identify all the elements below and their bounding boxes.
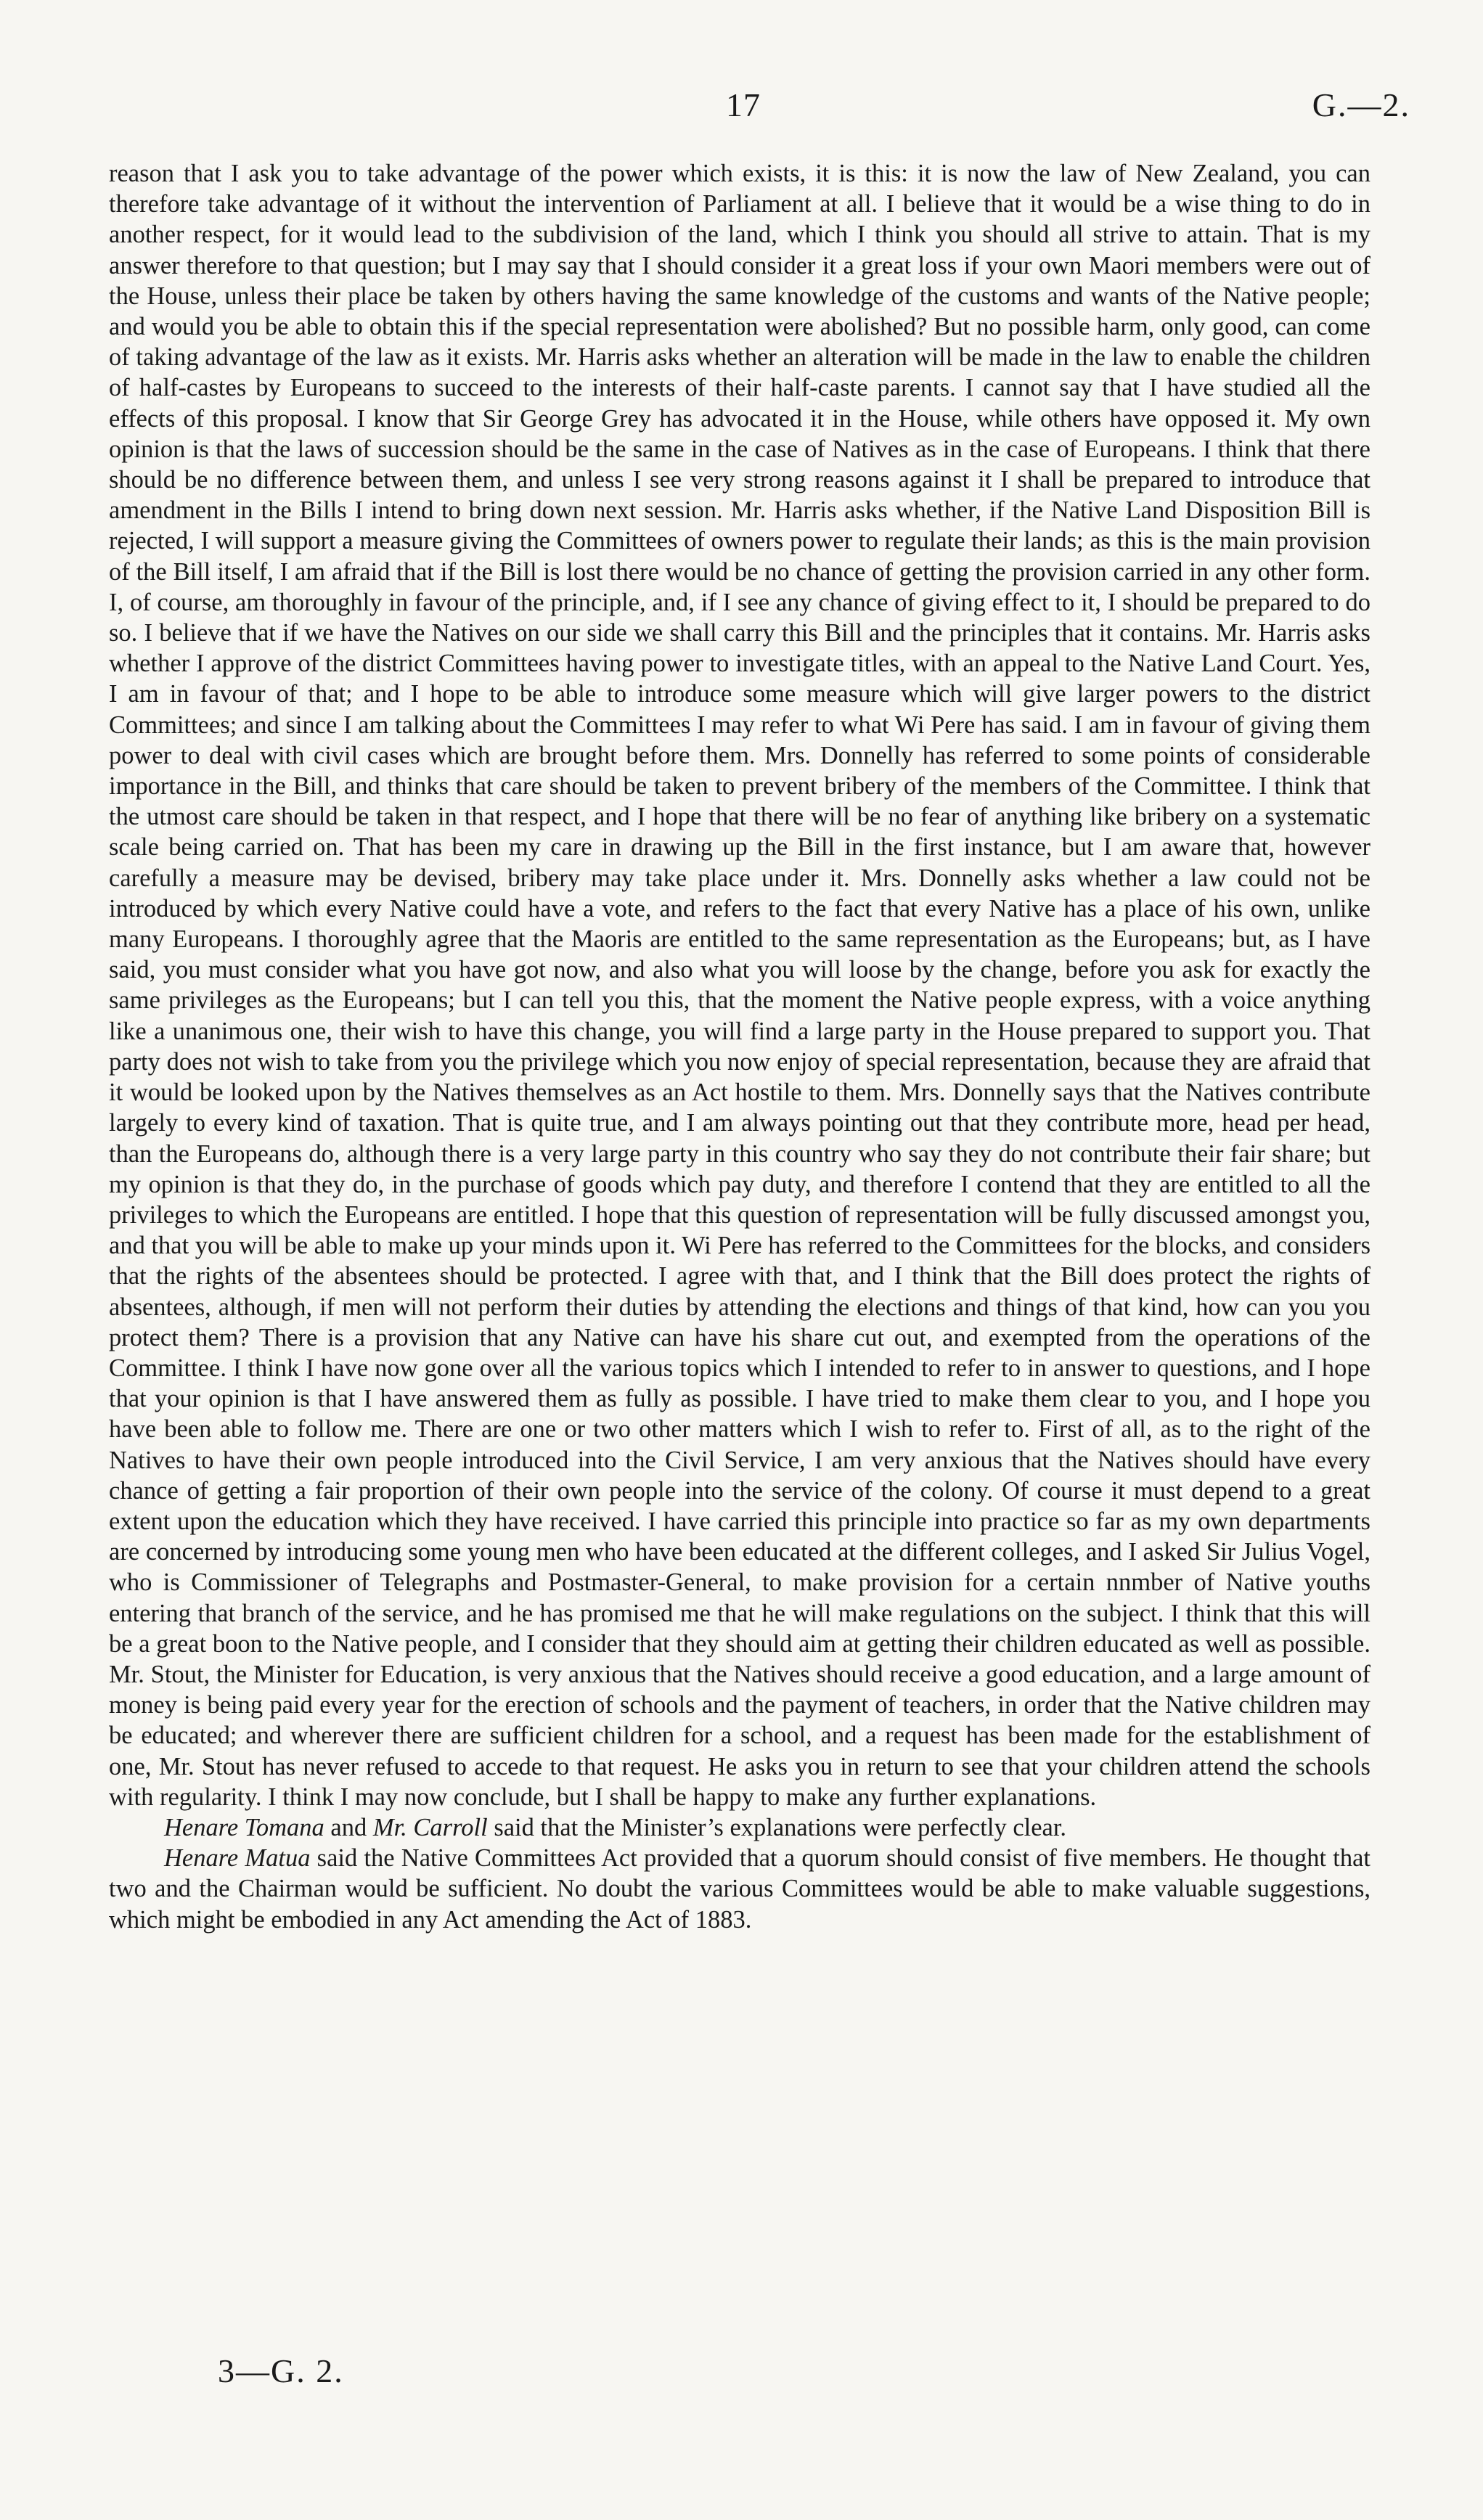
- speaker-name: Henare Tomana: [164, 1813, 324, 1841]
- speaker-name: Mr. Carroll: [372, 1813, 488, 1841]
- minister-speech: [109, 158, 1370, 1812]
- page-number: 17: [726, 86, 761, 123]
- reply-text: said that the Minister’s explanations were perfectly clear.: [487, 1813, 1067, 1841]
- reply-text: said the Native Committees Act provided that a quorum should consist of five members. He thought that two and the Chairman would be sufficient. No doubt the various Committees would be able to make valuable suggestions, which might be embodied in any Act amending the Act of 1883.: [109, 1844, 1370, 1934]
- speech-paragraph: reason that I ask you to take advantage of the power which exists, it is this: it is now the law of New Zealand, you can therefore take advantage of it without the intervention of Parliament at all. I believe that it would be a wise thing to do in another respect, for it would lead to the subdivision of the land, which I think you should all strive to attain. That is my answer therefore to that question; but I may say that I should consider it a great loss if your own Maori members were out of the House, unless their place be taken by others having the same knowledge of the customs and wants of the Native people; and would you be able to obtain this if the special representation were abolished? But no possible harm, only good, can come of taking advantage of the law as it exists. Mr. Harris asks whether an alteration will be made in the law to enable the children of half-castes by Europeans to succeed to the interests of their half-caste parents. I cannot say that I have studied all the effects of this proposal. I know that Sir George Grey has advocated it in the House, while others have opposed it. My own opinion is that the laws of succession should be the same in the case of Natives as in the case of Europeans. I think that there should be no difference between them, and unless I see very strong reasons against it I shall be prepared to introduce that amendment in the Bills I intend to bring down next session. Mr. Harris asks whether, if the Native Land Disposition Bill is rejected, I will support a measure giving the Committees of owners power to regulate their lands; as this is the main provision of the Bill itself, I am afraid that if the Bill is lost there would be no chance of getting the provision carried in any other form. I, of course, am thoroughly in favour of the principle, and, if I see any chance of giving effect to it, I should be prepared to do so. I believe that if we have the Natives on our side we shall carry this Bill and the principles that it contains. Mr. Harris asks whether I approve of the district Committees having power to investigate titles, with an appeal to the Native Land Court. Yes, I am in favour of that; and I hope to be able to introduce some measure which will give larger powers to the district Committees; and since I am talking about the Committees I may refer to what Wi Pere has said. I am in favour of giving them power to deal with civil cases which are brought before them. Mrs. Donnelly has referred to some points of considerable importance in the Bill, and thinks that care should be taken to prevent bribery of the members of the Committee. I think that the utmost care should be taken in that respect, and I hope that there will be no fear of anything like bribery on a systematic scale being carried on. That has been my care in drawing up the Bill in the first instance, but I am aware that, however carefully a measure may be devised, bribery may take place under it. Mrs. Donnelly asks whether a law could not be introduced by which every Native could have a vote, and refers to the fact that every Native has a place of his own, unlike many Europeans. I thoroughly agree that the Maoris are entitled to the same representation as the Europeans; but, as I have said, you must consider what you have got now, and also what you will loose by the change, before you ask for exactly the same privileges as the Europeans; but I can tell you this, that the moment the Native people express, with a voice anything like a unanimous one, their wish to have this change, you will find a large party in the House prepared to support you. That party does not wish to take from you the privilege which you now enjoy of special representation, because they are afraid that it would be looked upon by the Natives themselves as an Act hostile to them. Mrs. Donnelly says that the Natives contribute largely to every kind of taxation. That is quite true, and I am always pointing out that they contribute more, head per head, than the Europeans do, although there is a very large party in this country who say they do not contribute their fair share; but my opinion is that they do, in the purchase of goods which pay duty, and therefore I contend that they are entitled to all the privileges to which the Europeans are entitled. I hope that this question of representation will be fully discussed amongst you, and that you will be able to make up your minds upon it. Wi Pere has referred to the Committees for the blocks, and considers that the rights of the absentees should be protected. I agree with that, and I think that the Bill does protect the rights of absentees, although, if men will not perform their duties by attending the elections and things of that kind, how can you you protect them? There is a provision that any Native can have his share cut out, and exempted from the operations of the Committee. I think I have now gone over all the various topics which I intended to refer to in answer to questions, and I hope that your opinion is that I have answered them as fully as possible. I have tried to make them clear to you, and I hope you have been able to follow me. There are one or two other matters which I wish to refer to. First of all, as to the right of the Natives to have their own people introduced into the Civil Service, I am very anxious that the Natives should have every chance of getting a fair proportion of their own people into the service of the colony. Of course it must depend to a great extent upon the education which they have received. I have carried this principle into practice so far as my own departments are concerned by introducing some young men who have been educated at the different colleges, and I asked Sir Julius Vogel, who is Commissioner of Telegraphs and Postmaster-General, to make provision for a certain nnmber of Native youths entering that branch of the service, and he has promised me that he will make regulations on the subject. I think that this will be a great boon to the Native people, and I consider that they should aim at getting their children educated as well as possible. Mr. Stout, the Minister for Education, is very anxious that the Natives should receive a good education, and a large amount of money is being paid every year for the erection of schools and the payment of teachers, in order that the Native children may be educated; and wherever there are sufficient children for a school, and a request has been made for the establishment of one, Mr. Stout has never refused to accede to that request. He asks you in return to see that your children attend the schools with regularity. I think I may now conclude, but I shall be happy to make any further explanations.: [109, 160, 1370, 1811]
- speaker-name: Henare Matua: [164, 1844, 311, 1873]
- footer-signature: 3—G. 2.: [218, 2352, 344, 2389]
- paper-reference: G.—2.: [1312, 86, 1410, 123]
- reply-paragraph-tomana-carroll: [109, 1812, 1370, 1843]
- speaker-conjunction: and: [324, 1813, 373, 1841]
- reply-paragraph-matua: [109, 1843, 1370, 1935]
- page-header: [0, 86, 1483, 129]
- document-body: [109, 158, 1370, 1935]
